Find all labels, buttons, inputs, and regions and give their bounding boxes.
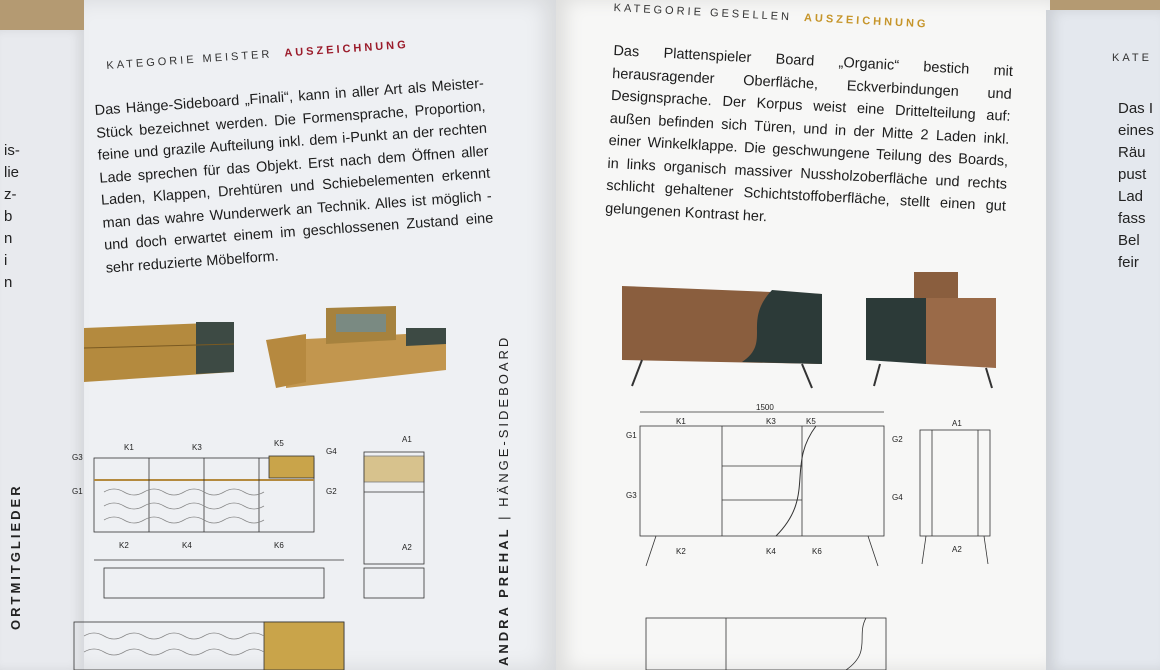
strip-text-1: is-	[4, 142, 20, 159]
strip-text-7: Bel	[1118, 232, 1140, 249]
label-k3: K3	[192, 443, 202, 452]
category-label: KATEGORIE GESELLEN	[613, 2, 793, 24]
label-g2: G2	[326, 487, 337, 496]
product-type: HÄNGE-SIDEBOARD	[496, 334, 511, 507]
left-page	[72, 0, 560, 670]
label-g1: G1	[72, 487, 83, 496]
label-k1: K1	[124, 443, 134, 452]
strip-text-5: n	[4, 230, 13, 247]
designer-name: ANDRA PREHAL	[496, 526, 511, 666]
label-k5: K5	[806, 417, 816, 426]
right-fold-strip	[1046, 10, 1160, 670]
strip-text-4: pust	[1118, 166, 1147, 183]
strip-vertical-label: ORTMITGLIEDER	[8, 483, 23, 630]
designer-vertical-label	[496, 335, 511, 666]
category-heading	[613, 2, 928, 30]
label-a2: A2	[402, 543, 412, 552]
dimension-width: 1500	[756, 403, 774, 412]
strip-text-5: Lad	[1118, 188, 1144, 205]
strip-category-label: KATE	[1112, 52, 1152, 64]
strip-text-8: feir	[1118, 254, 1139, 271]
organic-board-technical-drawing	[616, 403, 1016, 670]
label-k4: K4	[182, 541, 192, 550]
label-g1: G1	[626, 431, 637, 440]
strip-text-2: lie	[4, 164, 20, 181]
strip-text-2: eines	[1118, 122, 1154, 139]
product-description: Das Hänge-Sideboard „Finali“, kann in aller Art als Meister-Stück bezeichnet werden. Die Formensprache, Proportion, feine und grazile Aufteilung inkl. dem i-Punkt an der rechten Lade sprechen für das Objekt. Erst nach dem Öffnen aller Laden, Klappen, Drehtüren und Schiebelementen erkennt man das wahre Wunderwerk an Technik. Alles ist möglich - und doch erwartet einem im geschlossenen Zustand eine sehr reduzierte Möbelform.	[94, 75, 494, 277]
organic-board-photo	[622, 282, 832, 392]
strip-text-7: n	[4, 274, 13, 291]
strip-text-1: Das I	[1118, 100, 1154, 117]
sideboard-technical-drawing	[64, 432, 464, 670]
strip-text-6: fass	[1118, 210, 1146, 227]
label-a1: A1	[952, 419, 962, 428]
label-k5: K5	[274, 439, 284, 448]
label-k1: K1	[676, 417, 686, 426]
strip-text-3: Räu	[1118, 144, 1146, 161]
label-k2: K2	[676, 547, 686, 556]
label-a2: A2	[952, 545, 962, 554]
label-g4: G4	[326, 447, 337, 456]
strip-text-6: i	[4, 252, 8, 269]
label-k3: K3	[766, 417, 776, 426]
category-heading	[106, 39, 409, 72]
organic-board-side-photo	[866, 268, 1006, 392]
category-label: KATEGORIE MEISTER	[106, 48, 273, 72]
sideboard-photo-open	[266, 300, 466, 400]
label-g3: G3	[626, 491, 637, 500]
label-g2: G2	[892, 435, 903, 444]
designer-separator: |	[496, 513, 511, 520]
product-description: Das Plattenspieler Board „Organic“ bestich mit herausragender Oberfläche, Eckverbindungen und Designsprache. Der Korpus weist eine Drittelteilung auf: außen befinden sich Türen, und in der Mitte 2 Laden inkl. einer Winkelklappe. Die geschwungene Teilung des Boards, in links organisch massiver Nussholzoberfläche und rechts schlicht gehaltener Schichtstoffoberfläche, stellt einen gut gelungenen Kontrast her.	[604, 42, 1014, 225]
label-g3: G3	[72, 453, 83, 462]
award-label: AUSZEICHNUNG	[803, 11, 929, 31]
label-k6: K6	[812, 547, 822, 556]
label-g4: G4	[892, 493, 903, 502]
label-k4: K4	[766, 547, 776, 556]
label-a1: A1	[402, 435, 412, 444]
strip-text-4: b	[4, 208, 13, 225]
label-k6: K6	[274, 541, 284, 550]
strip-text-3: z-	[4, 186, 17, 203]
award-label: AUSZEICHNUNG	[283, 38, 410, 60]
sideboard-photo-closed	[84, 316, 244, 396]
right-page	[556, 0, 1050, 670]
label-k2: K2	[119, 541, 129, 550]
